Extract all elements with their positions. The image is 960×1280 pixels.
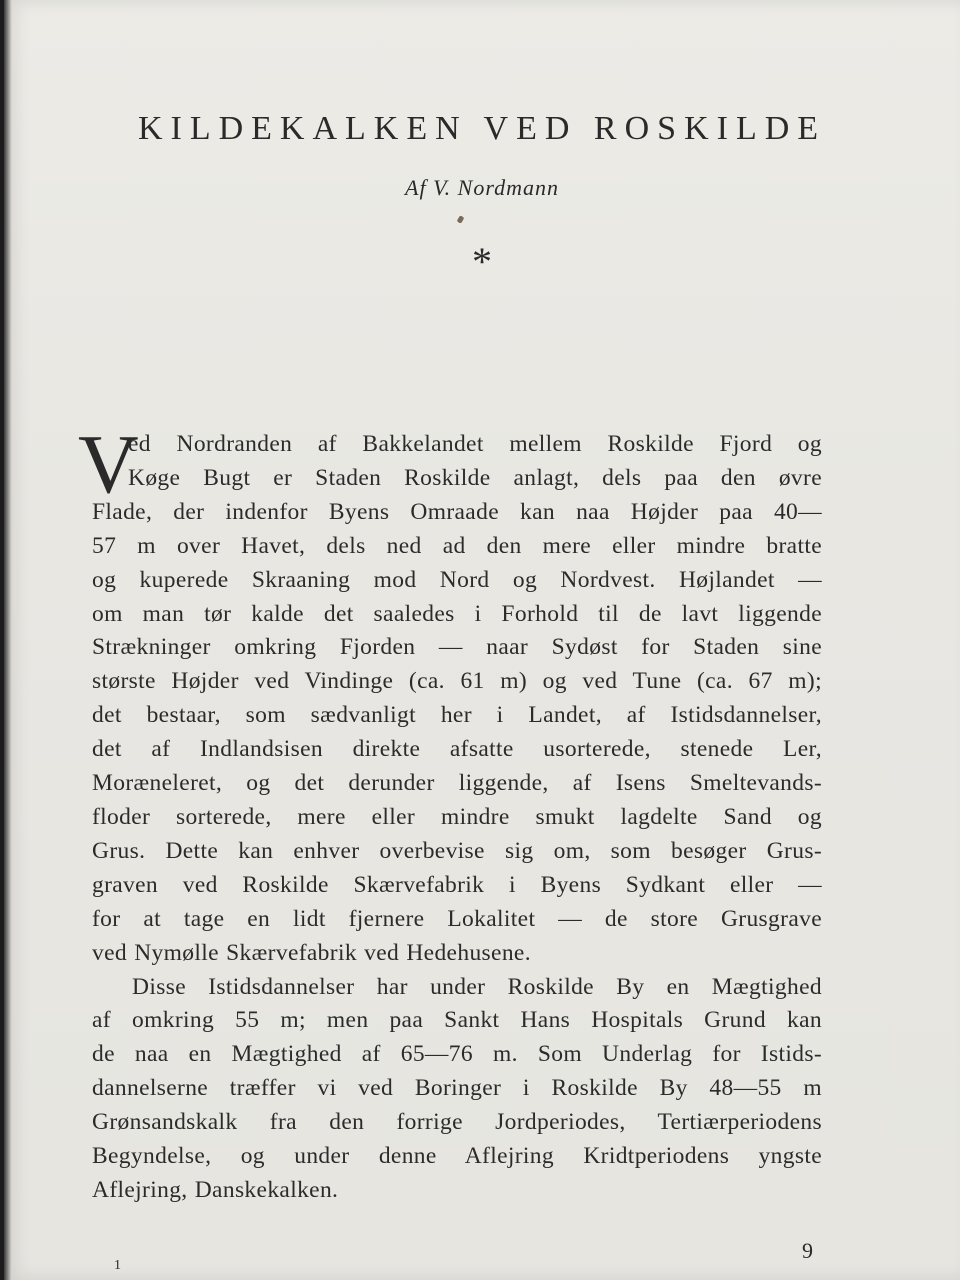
article-title: KILDEKALKEN VED ROSKILDE (137, 110, 827, 147)
text-line: dannelserne træffer vi ved Boringer i Roskilde By 48—55 m (92, 1075, 822, 1102)
text-line: Grus. Dette kan enhver overbevise sig om, som besøger Grus- (92, 837, 822, 864)
text-line: for at tage en lidt fjernere Lokalitet — de store Grusgrave (92, 905, 822, 932)
text-line: Disse Istidsdannelser har under Roskilde By en Mægtighed (132, 973, 822, 1000)
drop-cap: V (78, 418, 140, 511)
article-body (78, 418, 822, 1208)
ornament-asterisk: * (472, 239, 492, 284)
text-line: graven ved Roskilde Skærvefabrik i Byens Sydkant eller — (92, 871, 822, 898)
text-line: Køge Bugt er Staden Roskilde anlagt, dels paa den øvre (128, 464, 822, 491)
text-line: floder sorterede, mere eller mindre smukt lagdelte Sand og (92, 803, 822, 830)
text-line: Aflejring, Danskekalken. (92, 1176, 339, 1203)
page-number: 9 (802, 1238, 813, 1263)
text-line: det af Indlandsisen direkte afsatte usorterede, stenede Ler, (92, 736, 822, 763)
text-line: om man tør kalde det saaledes i Forhold til de lavt liggende (92, 600, 822, 627)
text-line: de naa en Mægtighed af 65—76 m. Som Underlag for Istids- (92, 1041, 822, 1068)
text-line: Moræneleret, og det derunder liggende, af Isens Smeltevands- (92, 770, 822, 797)
text-line: af omkring 55 m; men paa Sankt Hans Hospitals Grund kan (92, 1007, 822, 1034)
author-byline: Af V. Nordmann (405, 175, 559, 200)
text-line: ved Nymølle Skærvefabrik ved Hedehusene. (92, 939, 531, 966)
text-line: og kuperede Skraaning mod Nord og Nordvest. Højlandet — (92, 566, 822, 593)
text-line: Begyndelse, og under denne Aflejring Kridtperiodens yngste (92, 1143, 822, 1170)
paper-speck (457, 215, 465, 224)
paragraph-2 (92, 971, 822, 1208)
text-line: Strækninger omkring Fjorden — naar Sydøst for Staden sine (92, 634, 822, 661)
text-line: største Højder ved Vindinge (ca. 61 m) og ved Tune (ca. 67 m); (92, 668, 822, 695)
book-page (4, 0, 960, 1280)
text-line: ed Nordranden af Bakkelandet mellem Roskilde Fjord og (128, 431, 822, 457)
text-line: det bestaar, som sædvanligt her i Landet, af Istidsdannelser, (92, 702, 822, 729)
text-line: Flade, der indenfor Byens Omraade kan naa Højder paa 40— (92, 498, 822, 525)
printer-signature-mark: 1 (114, 1258, 121, 1273)
text-line: Grønsandskalk fra den forrige Jordperiodes, Tertiærperiodens (92, 1109, 822, 1136)
text-line: 57 m over Havet, dels ned ad den mere eller mindre bratte (92, 532, 822, 559)
paragraph-1 (92, 428, 822, 971)
